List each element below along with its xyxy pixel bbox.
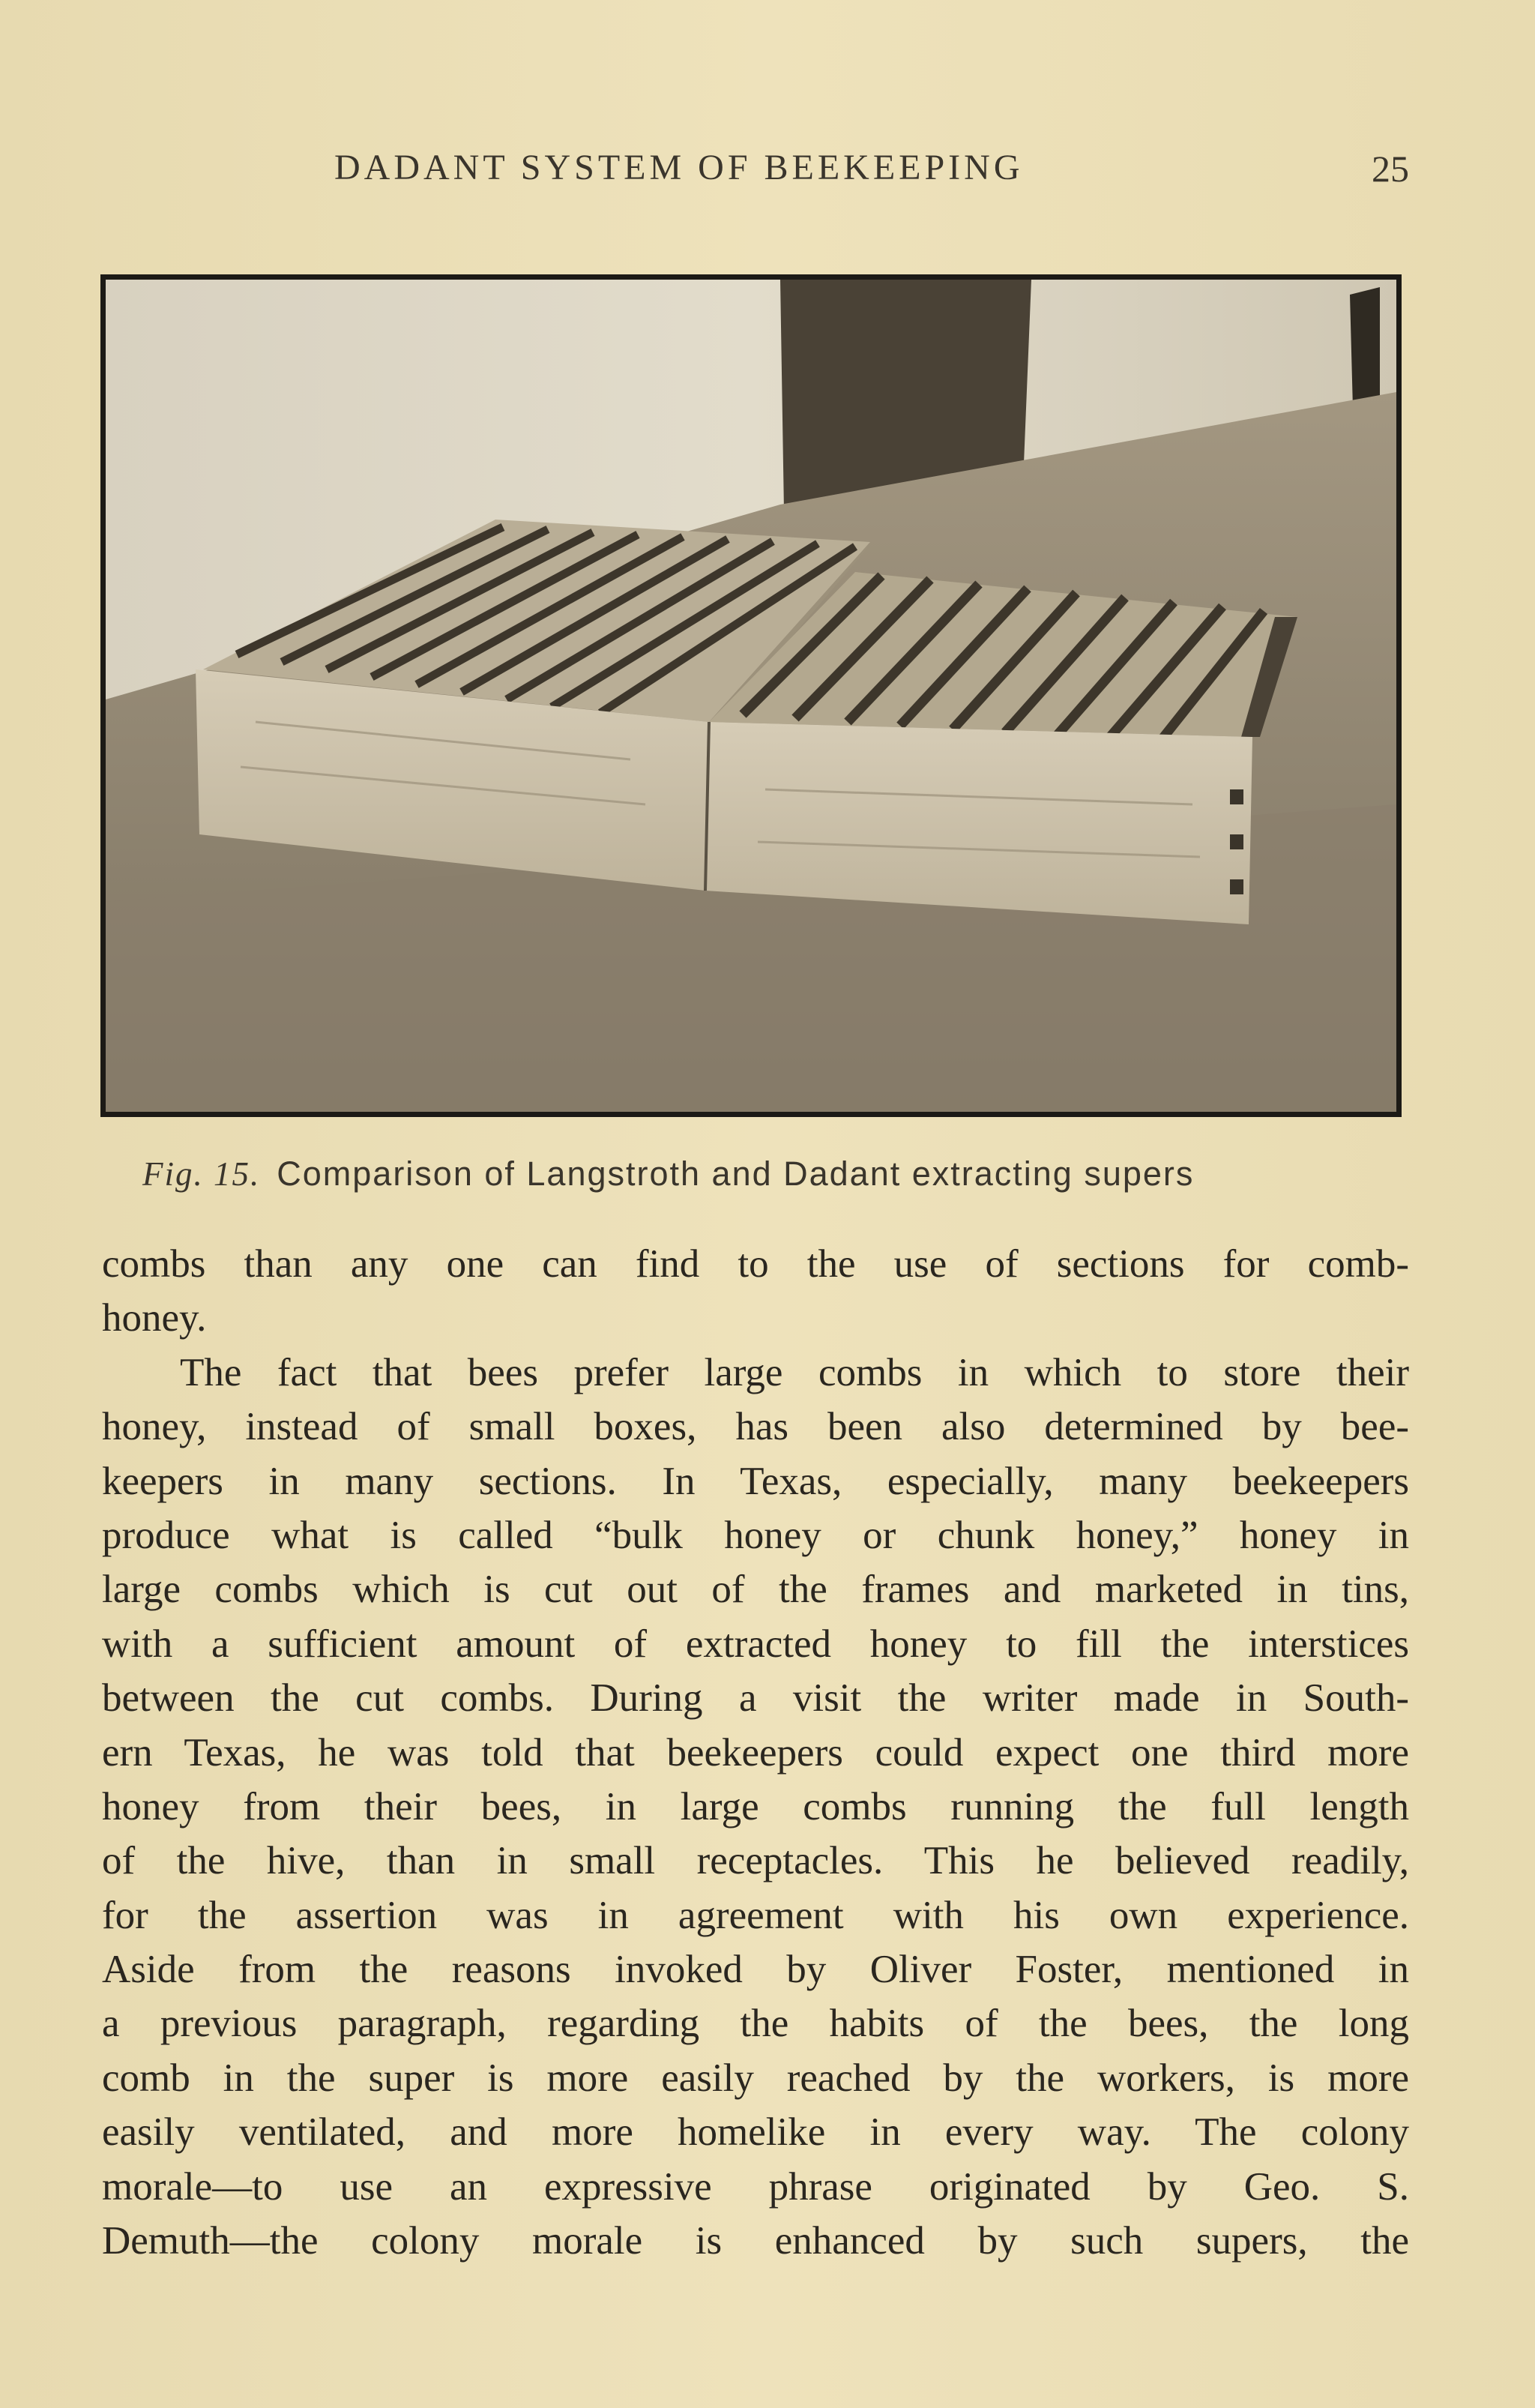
text-line: between the cut combs. During a visit the writer made in South- <box>102 1676 1409 1721</box>
text-line: comb in the super is more easily reached by the workers, is more <box>102 2056 1409 2100</box>
figure-photo <box>100 274 1402 1117</box>
text-line: honey from their bees, in large combs running the full length <box>102 1784 1409 1828</box>
hive-supers-photo <box>106 280 1396 1112</box>
text-line: honey, instead of small boxes, has been also determined by bee- <box>102 1405 1409 1449</box>
text-line: Aside from the reasons invoked by Oliver Foster, mentioned in <box>102 1948 1409 1992</box>
running-head <box>105 147 1409 199</box>
body-text <box>102 1237 1409 2268</box>
text-line: The fact that bees prefer large combs in which to store their <box>180 1350 1409 1394</box>
text-line: Demuth—the colony morale is enhanced by such supers, the <box>102 2219 1409 2263</box>
text-line: of the hive, than in small receptacles. This he believed readily, <box>102 1839 1409 1883</box>
text-line: combs than any one can find to the use of sections for comb- <box>102 1242 1409 1286</box>
text-line: with a sufficient amount of extracted honey to fill the interstices <box>102 1622 1409 1666</box>
running-title: DADANT SYSTEM OF BEEKEEPING <box>334 148 1024 187</box>
text-line: ern Texas, he was told that beekeepers could expect one third more <box>102 1730 1409 1775</box>
text-line: a previous paragraph, regarding the habits of the bees, the long <box>102 2002 1409 2046</box>
text-line: for the assertion was in agreement with his own experience. <box>102 1893 1409 1937</box>
figure-label: Fig. 15. <box>142 1155 261 1193</box>
text-line: produce what is called “bulk honey or chunk honey,” honey in <box>102 1513 1409 1557</box>
text-line: keepers in many sections. In Texas, especially, many beekeepers <box>102 1459 1409 1503</box>
text-line: large combs which is cut out of the frames and marketed in tins, <box>102 1568 1409 1612</box>
figure-caption <box>142 1155 1417 1194</box>
page-number: 25 <box>1372 148 1409 190</box>
text-line: honey. <box>102 1296 207 1340</box>
figure-caption-text: Comparison of Langstroth and Dadant extracting supers <box>277 1155 1195 1193</box>
text-line: easily ventilated, and more homelike in every way. The colony <box>102 2110 1409 2155</box>
text-line: morale—to use an expressive phrase originated by Geo. S. <box>102 2164 1409 2209</box>
